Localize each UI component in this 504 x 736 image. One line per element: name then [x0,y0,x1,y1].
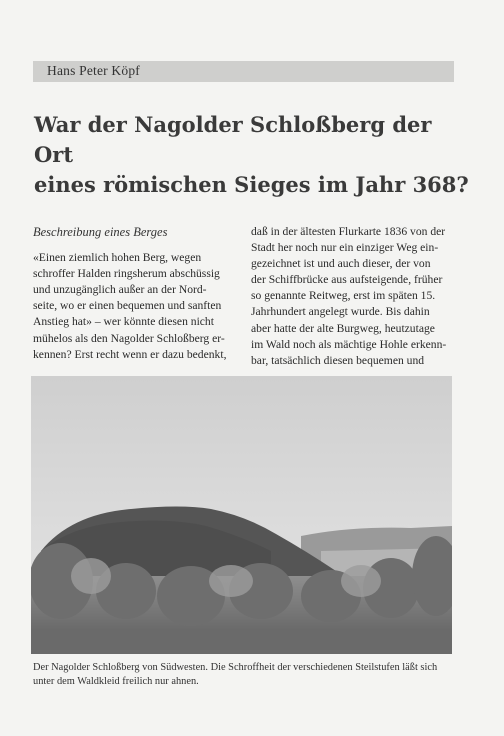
landscape-photo [31,376,452,654]
text-line: Jahrhundert angelegt wurde. Bis dahin [251,305,430,319]
text-line: kennen? Erst recht wenn er dazu bedenkt, [33,347,227,361]
foreground-grass [31,631,452,654]
article-title [34,110,474,200]
paragraph-right [251,224,453,369]
paragraph-left [33,250,235,363]
text-line: und unzugänglich außer an der Nord- [33,283,207,297]
text-line: so genannte Reitweg, erst im späten 15. [251,289,436,303]
text-line: daß in der ältesten Flurkarte 1836 von der [251,225,446,238]
text-line: der Schiffbrücke aus aufsteigende, früher [251,273,443,287]
section-heading: Beschreibung eines Berges [33,225,168,239]
text-line: Stadt her noch nur ein einziger Weg ein- [251,241,439,255]
schlossberg-photo-illustration [31,376,452,654]
text-line: bar, tatsächlich diesen bequemen und [251,353,425,367]
photo-caption [33,661,457,689]
text-column-left [33,224,235,363]
text-line: im Wald noch als mächtige Hohle erkenn- [251,337,447,351]
text-line: gezeichnet ist und auch dieser, der von [251,257,431,271]
text-line: seite, wo er einen bequemen und sanften [33,299,222,313]
caption-line-2: unter dem Waldkleid freilich nur ahnen. [33,676,199,687]
caption-line-1: Der Nagolder Schloßberg von Südwesten. Die Schroffheit der verschiedenen Steilstufen läßt sich [33,662,438,673]
author-bar [33,61,454,82]
title-line-1: War der Nagolder Schloßberg der Ort [34,112,432,167]
text-column-right [251,224,453,369]
text-line: Anstieg hat» – wer könnte diesen nicht [33,315,214,329]
author-name: Hans Peter Köpf [47,63,140,78]
text-line: «Einen ziemlich hohen Berg, wegen [33,251,202,265]
text-line: aber hatte der alte Burgweg, heutzutage [251,321,435,335]
text-line: mühelos als den Nagolder Schloßberg er- [33,331,225,345]
title-line-2: eines römischen Sieges im Jahr 368? [34,172,469,197]
text-line: schroffer Halden ringsherum abschüssig [33,267,220,281]
